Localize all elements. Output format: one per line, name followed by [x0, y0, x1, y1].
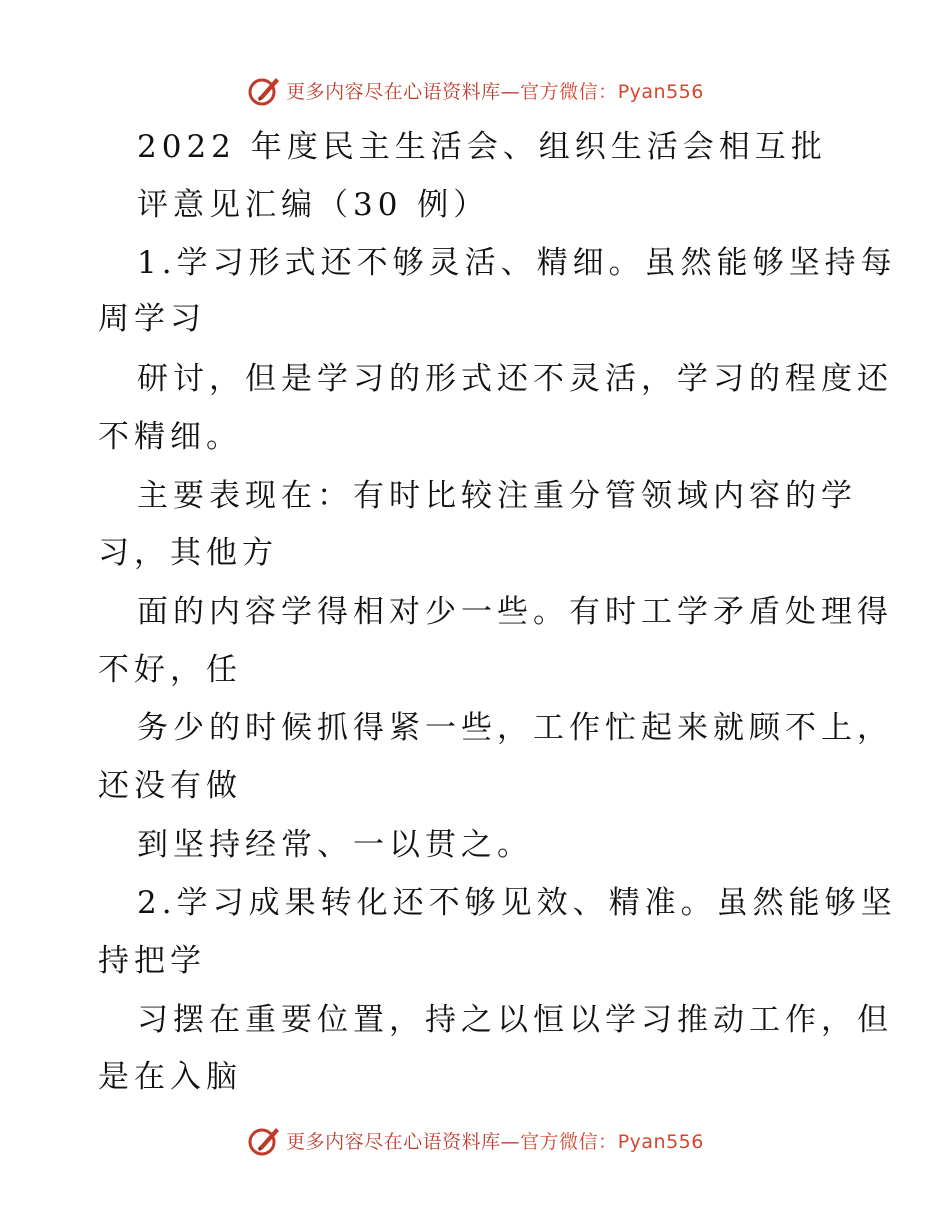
banner-site-name: 更多内容尽在心语资料库: [286, 80, 501, 103]
banner-dash: —: [500, 80, 521, 103]
paragraph-line: 习，其他方: [98, 535, 278, 571]
banner-account: Pyan556: [617, 80, 704, 103]
banner-official-label: 官方微信：: [520, 80, 618, 103]
quill-logo-icon: [246, 1122, 282, 1158]
paragraph-line: 1.学习形式还不够灵活、精细。虽然能够坚持每: [137, 245, 897, 281]
doc-title-line-1: 2022 年度民主生活会、组织生活会相互批: [137, 129, 827, 165]
paragraph-line: 持把学: [98, 943, 206, 979]
paragraph-line: 不精细。: [98, 419, 242, 455]
paragraph-line: 周学习: [98, 301, 206, 337]
quill-logo-icon: [246, 72, 282, 108]
banner-official-label: 官方微信：: [520, 1130, 618, 1153]
paragraph-line: 研讨，但是学习的形式还不灵活，学习的程度还: [137, 361, 893, 397]
banner-text: [286, 77, 704, 104]
paragraph-line: 主要表现在：有时比较注重分管领域内容的学: [137, 478, 857, 514]
paragraph-line: 习摆在重要位置，持之以恒以学习推动工作，但: [137, 1002, 893, 1038]
doc-title-line-2: 评意见汇编（30 例）: [137, 187, 490, 223]
paragraph-line: 务少的时候抓得紧一些，工作忙起来就顾不上，: [137, 710, 893, 746]
footer-banner: [0, 1120, 950, 1160]
banner-account: Pyan556: [617, 1130, 704, 1153]
paragraph-line: 面的内容学得相对少一些。有时工学矛盾处理得: [137, 594, 893, 630]
paragraph-line: 到坚持经常、一以贯之。: [137, 827, 533, 863]
banner-dash: —: [500, 1130, 521, 1153]
banner-text: [286, 1127, 704, 1154]
paragraph-line: 还没有做: [98, 768, 242, 804]
banner-site-name: 更多内容尽在心语资料库: [286, 1130, 501, 1153]
header-banner: [0, 70, 950, 110]
paragraph-line: 不好，任: [98, 652, 242, 688]
paragraph-line: 是在入脑: [98, 1059, 242, 1095]
paragraph-line: 2.学习成果转化还不够见效、精准。虽然能够坚: [137, 885, 897, 921]
